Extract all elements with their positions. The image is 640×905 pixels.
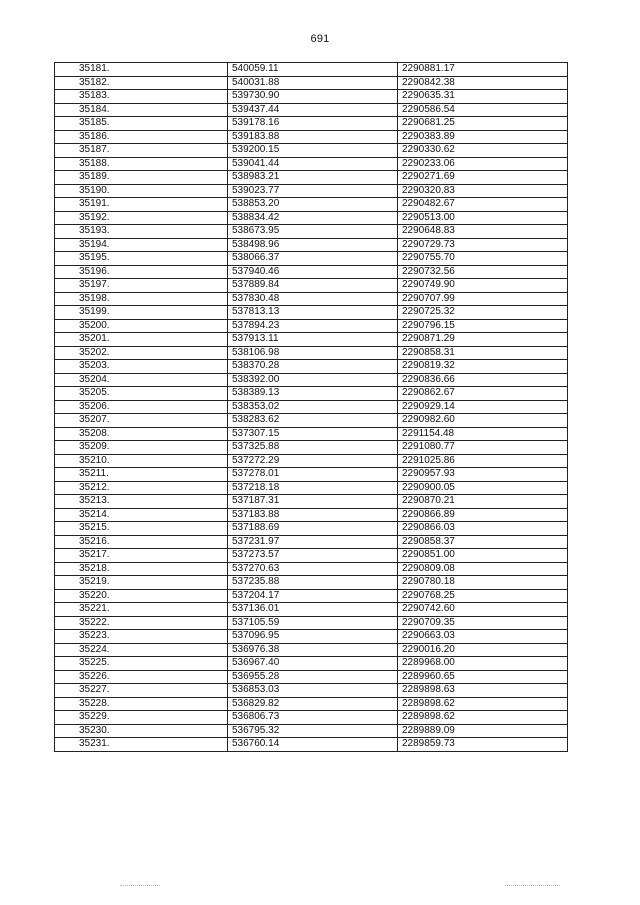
table-row bbox=[55, 441, 568, 455]
point-number-cell: 35210. bbox=[55, 454, 228, 468]
table-row bbox=[55, 279, 568, 293]
table-row bbox=[55, 657, 568, 671]
point-number-cell: 35226. bbox=[55, 670, 228, 684]
point-number-cell: 35202. bbox=[55, 346, 228, 360]
point-number-cell: 35230. bbox=[55, 724, 228, 738]
point-number-cell: 35183. bbox=[55, 90, 228, 104]
y-coordinate-cell: 2290233.06 bbox=[398, 157, 568, 171]
point-number-cell: 35227. bbox=[55, 684, 228, 698]
y-coordinate-cell: 2290858.31 bbox=[398, 346, 568, 360]
point-number-cell: 35204. bbox=[55, 373, 228, 387]
y-coordinate-cell: 2289968.00 bbox=[398, 657, 568, 671]
x-coordinate-cell: 536853.03 bbox=[228, 684, 398, 698]
point-number-cell: 35216. bbox=[55, 535, 228, 549]
point-number-cell: 35213. bbox=[55, 495, 228, 509]
y-coordinate-cell: 2290749.90 bbox=[398, 279, 568, 293]
y-coordinate-cell: 2290681.25 bbox=[398, 117, 568, 131]
point-number-cell: 35222. bbox=[55, 616, 228, 630]
y-coordinate-cell: 2290648.83 bbox=[398, 225, 568, 239]
table-row bbox=[55, 576, 568, 590]
table-row bbox=[55, 76, 568, 90]
y-coordinate-cell: 2290809.08 bbox=[398, 562, 568, 576]
table-row bbox=[55, 360, 568, 374]
y-coordinate-cell: 2289859.73 bbox=[398, 738, 568, 752]
point-number-cell: 35228. bbox=[55, 697, 228, 711]
y-coordinate-cell: 2291154.48 bbox=[398, 427, 568, 441]
y-coordinate-cell: 2290870.21 bbox=[398, 495, 568, 509]
y-coordinate-cell: 2290862.67 bbox=[398, 387, 568, 401]
x-coordinate-cell: 538673.95 bbox=[228, 225, 398, 239]
point-number-cell: 35200. bbox=[55, 319, 228, 333]
x-coordinate-cell: 538283.62 bbox=[228, 414, 398, 428]
table-row bbox=[55, 508, 568, 522]
x-coordinate-cell: 537187.31 bbox=[228, 495, 398, 509]
point-number-cell: 35223. bbox=[55, 630, 228, 644]
x-coordinate-cell: 538983.21 bbox=[228, 171, 398, 185]
point-number-cell: 35217. bbox=[55, 549, 228, 563]
table-row bbox=[55, 117, 568, 131]
x-coordinate-cell: 538066.37 bbox=[228, 252, 398, 266]
table-row bbox=[55, 184, 568, 198]
y-coordinate-cell: 2290709.35 bbox=[398, 616, 568, 630]
x-coordinate-cell: 537913.11 bbox=[228, 333, 398, 347]
x-coordinate-cell: 537272.29 bbox=[228, 454, 398, 468]
x-coordinate-cell: 538370.28 bbox=[228, 360, 398, 374]
y-coordinate-cell: 2290851.00 bbox=[398, 549, 568, 563]
x-coordinate-cell: 537270.63 bbox=[228, 562, 398, 576]
point-number-cell: 35187. bbox=[55, 144, 228, 158]
x-coordinate-cell: 537307.15 bbox=[228, 427, 398, 441]
table-row bbox=[55, 157, 568, 171]
y-coordinate-cell: 2290819.32 bbox=[398, 360, 568, 374]
y-coordinate-cell: 2290755.70 bbox=[398, 252, 568, 266]
y-coordinate-cell: 2290707.99 bbox=[398, 292, 568, 306]
x-coordinate-cell: 539178.16 bbox=[228, 117, 398, 131]
point-number-cell: 35193. bbox=[55, 225, 228, 239]
table-row bbox=[55, 454, 568, 468]
y-coordinate-cell: 2290780.18 bbox=[398, 576, 568, 590]
x-coordinate-cell: 536967.40 bbox=[228, 657, 398, 671]
table-row bbox=[55, 495, 568, 509]
y-coordinate-cell: 2290982.60 bbox=[398, 414, 568, 428]
table-row bbox=[55, 265, 568, 279]
x-coordinate-cell: 540031.88 bbox=[228, 76, 398, 90]
y-coordinate-cell: 2290383.89 bbox=[398, 130, 568, 144]
x-coordinate-cell: 537235.88 bbox=[228, 576, 398, 590]
y-coordinate-cell: 2290725.32 bbox=[398, 306, 568, 320]
table-row bbox=[55, 333, 568, 347]
point-number-cell: 35197. bbox=[55, 279, 228, 293]
table-row bbox=[55, 373, 568, 387]
x-coordinate-cell: 538392.00 bbox=[228, 373, 398, 387]
y-coordinate-cell: 2290929.14 bbox=[398, 400, 568, 414]
x-coordinate-cell: 536795.32 bbox=[228, 724, 398, 738]
y-coordinate-cell: 2290866.03 bbox=[398, 522, 568, 536]
y-coordinate-cell: 2290663.03 bbox=[398, 630, 568, 644]
x-coordinate-cell: 536976.38 bbox=[228, 643, 398, 657]
footer-dotted-marks bbox=[0, 885, 640, 891]
point-number-cell: 35189. bbox=[55, 171, 228, 185]
y-coordinate-cell: 2289898.63 bbox=[398, 684, 568, 698]
point-number-cell: 35224. bbox=[55, 643, 228, 657]
point-number-cell: 35207. bbox=[55, 414, 228, 428]
y-coordinate-cell: 2290271.69 bbox=[398, 171, 568, 185]
table-row bbox=[55, 414, 568, 428]
point-number-cell: 35184. bbox=[55, 103, 228, 117]
table-row bbox=[55, 238, 568, 252]
table-row bbox=[55, 481, 568, 495]
y-coordinate-cell: 2290881.17 bbox=[398, 63, 568, 77]
table-row bbox=[55, 306, 568, 320]
table-row bbox=[55, 252, 568, 266]
point-number-cell: 35188. bbox=[55, 157, 228, 171]
table-row bbox=[55, 522, 568, 536]
x-coordinate-cell: 539023.77 bbox=[228, 184, 398, 198]
y-coordinate-cell: 2291025.86 bbox=[398, 454, 568, 468]
table-row bbox=[55, 198, 568, 212]
table-row bbox=[55, 346, 568, 360]
point-number-cell: 35203. bbox=[55, 360, 228, 374]
x-coordinate-cell: 538106.98 bbox=[228, 346, 398, 360]
table-row bbox=[55, 535, 568, 549]
x-coordinate-cell: 538853.20 bbox=[228, 198, 398, 212]
point-number-cell: 35181. bbox=[55, 63, 228, 77]
point-number-cell: 35201. bbox=[55, 333, 228, 347]
x-coordinate-cell: 537183.88 bbox=[228, 508, 398, 522]
point-number-cell: 35186. bbox=[55, 130, 228, 144]
point-number-cell: 35212. bbox=[55, 481, 228, 495]
table-row bbox=[55, 549, 568, 563]
x-coordinate-cell: 536760.14 bbox=[228, 738, 398, 752]
table-row bbox=[55, 319, 568, 333]
y-coordinate-cell: 2290513.00 bbox=[398, 211, 568, 225]
y-coordinate-cell: 2290729.73 bbox=[398, 238, 568, 252]
y-coordinate-cell: 2289889.09 bbox=[398, 724, 568, 738]
y-coordinate-cell: 2290957.93 bbox=[398, 468, 568, 482]
point-number-cell: 35219. bbox=[55, 576, 228, 590]
table-row bbox=[55, 468, 568, 482]
point-number-cell: 35205. bbox=[55, 387, 228, 401]
point-number-cell: 35208. bbox=[55, 427, 228, 441]
x-coordinate-cell: 537231.97 bbox=[228, 535, 398, 549]
y-coordinate-cell: 2290482.67 bbox=[398, 198, 568, 212]
y-coordinate-cell: 2290330.62 bbox=[398, 144, 568, 158]
point-number-cell: 35195. bbox=[55, 252, 228, 266]
y-coordinate-cell: 2290635.31 bbox=[398, 90, 568, 104]
x-coordinate-cell: 537204.17 bbox=[228, 589, 398, 603]
table-row bbox=[55, 643, 568, 657]
x-coordinate-cell: 537218.18 bbox=[228, 481, 398, 495]
point-number-cell: 35220. bbox=[55, 589, 228, 603]
point-number-cell: 35229. bbox=[55, 711, 228, 725]
x-coordinate-cell: 537940.46 bbox=[228, 265, 398, 279]
x-coordinate-cell: 537889.84 bbox=[228, 279, 398, 293]
y-coordinate-cell: 2290732.56 bbox=[398, 265, 568, 279]
table-row bbox=[55, 292, 568, 306]
table-row bbox=[55, 90, 568, 104]
x-coordinate-cell: 537136.01 bbox=[228, 603, 398, 617]
point-number-cell: 35190. bbox=[55, 184, 228, 198]
x-coordinate-cell: 537325.88 bbox=[228, 441, 398, 455]
x-coordinate-cell: 539200.15 bbox=[228, 144, 398, 158]
x-coordinate-cell: 538834.42 bbox=[228, 211, 398, 225]
table-row bbox=[55, 211, 568, 225]
table-row bbox=[55, 697, 568, 711]
y-coordinate-cell: 2290858.37 bbox=[398, 535, 568, 549]
y-coordinate-cell: 2290842.38 bbox=[398, 76, 568, 90]
x-coordinate-cell: 536955.28 bbox=[228, 670, 398, 684]
table-row bbox=[55, 225, 568, 239]
y-coordinate-cell: 2290586.54 bbox=[398, 103, 568, 117]
x-coordinate-cell: 540059.11 bbox=[228, 63, 398, 77]
y-coordinate-cell: 2290320.83 bbox=[398, 184, 568, 198]
table-row bbox=[55, 63, 568, 77]
y-coordinate-cell: 2290866.89 bbox=[398, 508, 568, 522]
table-row bbox=[55, 562, 568, 576]
y-coordinate-cell: 2291080.77 bbox=[398, 441, 568, 455]
x-coordinate-cell: 537105.59 bbox=[228, 616, 398, 630]
y-coordinate-cell: 2290871.29 bbox=[398, 333, 568, 347]
point-number-cell: 35198. bbox=[55, 292, 228, 306]
x-coordinate-cell: 536829.82 bbox=[228, 697, 398, 711]
page-number: 691 bbox=[310, 33, 330, 45]
coordinates-table-body bbox=[55, 63, 568, 752]
x-coordinate-cell: 538498.96 bbox=[228, 238, 398, 252]
y-coordinate-cell: 2290836.66 bbox=[398, 373, 568, 387]
y-coordinate-cell: 2290768.25 bbox=[398, 589, 568, 603]
table-row bbox=[55, 670, 568, 684]
x-coordinate-cell: 537278.01 bbox=[228, 468, 398, 482]
point-number-cell: 35209. bbox=[55, 441, 228, 455]
table-row bbox=[55, 603, 568, 617]
y-coordinate-cell: 2289960.65 bbox=[398, 670, 568, 684]
x-coordinate-cell: 539437.44 bbox=[228, 103, 398, 117]
table-row bbox=[55, 711, 568, 725]
point-number-cell: 35218. bbox=[55, 562, 228, 576]
y-coordinate-cell: 2290796.15 bbox=[398, 319, 568, 333]
y-coordinate-cell: 2290900.05 bbox=[398, 481, 568, 495]
point-number-cell: 35215. bbox=[55, 522, 228, 536]
table-row bbox=[55, 144, 568, 158]
table-row bbox=[55, 387, 568, 401]
point-number-cell: 35191. bbox=[55, 198, 228, 212]
table-row bbox=[55, 616, 568, 630]
table-row bbox=[55, 130, 568, 144]
point-number-cell: 35206. bbox=[55, 400, 228, 414]
table-row bbox=[55, 724, 568, 738]
x-coordinate-cell: 537894.23 bbox=[228, 319, 398, 333]
table-row bbox=[55, 630, 568, 644]
point-number-cell: 35185. bbox=[55, 117, 228, 131]
point-number-cell: 35182. bbox=[55, 76, 228, 90]
x-coordinate-cell: 539041.44 bbox=[228, 157, 398, 171]
point-number-cell: 35214. bbox=[55, 508, 228, 522]
point-number-cell: 35221. bbox=[55, 603, 228, 617]
point-number-cell: 35211. bbox=[55, 468, 228, 482]
point-number-cell: 35199. bbox=[55, 306, 228, 320]
point-number-cell: 35225. bbox=[55, 657, 228, 671]
table-row bbox=[55, 400, 568, 414]
x-coordinate-cell: 538353.02 bbox=[228, 400, 398, 414]
y-coordinate-cell: 2290016.20 bbox=[398, 643, 568, 657]
y-coordinate-cell: 2289898.62 bbox=[398, 711, 568, 725]
x-coordinate-cell: 539183.88 bbox=[228, 130, 398, 144]
x-coordinate-cell: 537188.69 bbox=[228, 522, 398, 536]
x-coordinate-cell: 537273.57 bbox=[228, 549, 398, 563]
table-row bbox=[55, 738, 568, 752]
x-coordinate-cell: 537096.95 bbox=[228, 630, 398, 644]
table-row bbox=[55, 684, 568, 698]
y-coordinate-cell: 2290742.60 bbox=[398, 603, 568, 617]
point-number-cell: 35196. bbox=[55, 265, 228, 279]
table-row bbox=[55, 103, 568, 117]
x-coordinate-cell: 539730.90 bbox=[228, 90, 398, 104]
x-coordinate-cell: 538389.13 bbox=[228, 387, 398, 401]
coordinates-table bbox=[54, 62, 568, 752]
point-number-cell: 35231. bbox=[55, 738, 228, 752]
point-number-cell: 35192. bbox=[55, 211, 228, 225]
y-coordinate-cell: 2289898.62 bbox=[398, 697, 568, 711]
point-number-cell: 35194. bbox=[55, 238, 228, 252]
table-row bbox=[55, 589, 568, 603]
x-coordinate-cell: 537813.13 bbox=[228, 306, 398, 320]
table-row bbox=[55, 171, 568, 185]
x-coordinate-cell: 536806.73 bbox=[228, 711, 398, 725]
x-coordinate-cell: 537830.48 bbox=[228, 292, 398, 306]
table-row bbox=[55, 427, 568, 441]
